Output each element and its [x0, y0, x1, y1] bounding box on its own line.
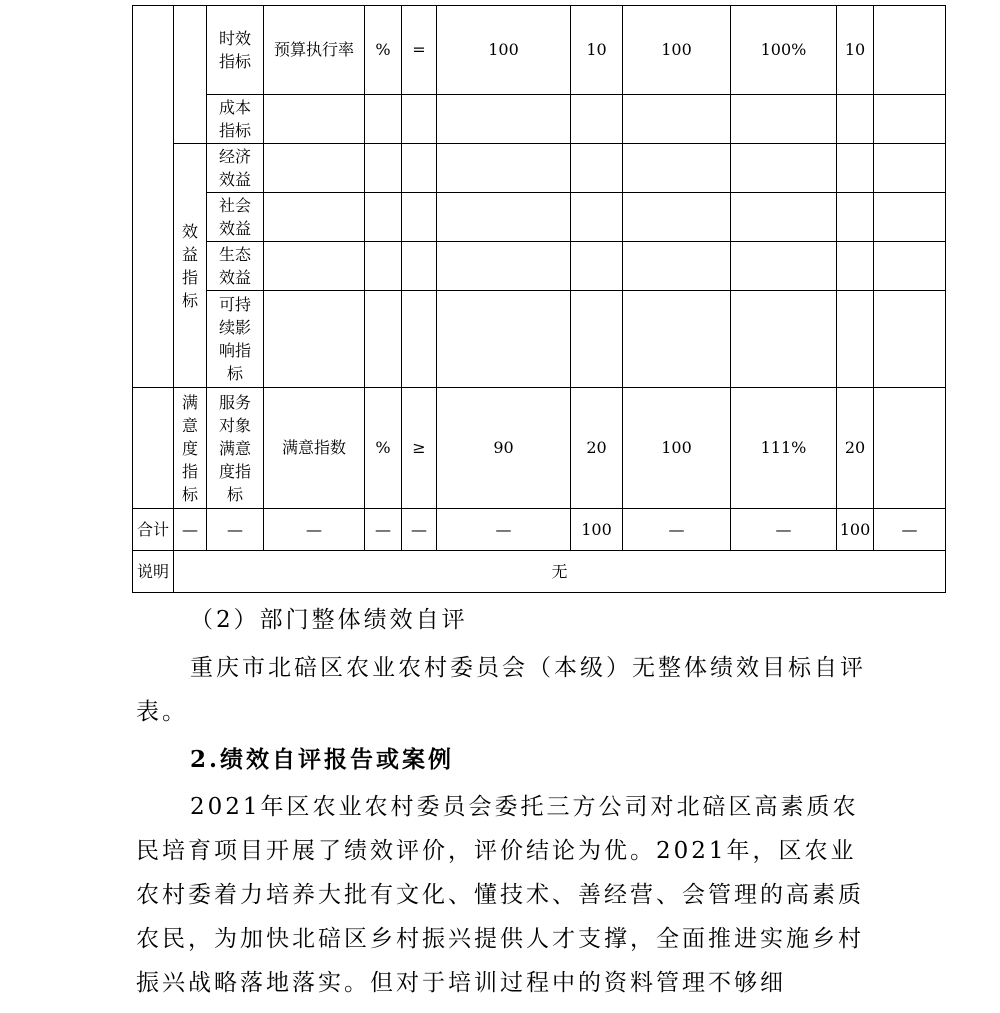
total-dash: —: [437, 509, 571, 551]
subindicator-economic: 经济效益: [218, 147, 251, 189]
category-satisfaction: 满意度指标: [181, 392, 198, 504]
subindicator-timeliness: 时效指标: [218, 29, 251, 71]
indicator-actual: 100: [623, 6, 731, 95]
total-dash: —: [264, 509, 365, 551]
subindicator-ecological: 生态效益: [218, 245, 251, 287]
indicator-rate: 100%: [731, 6, 837, 95]
note-value: 无: [174, 551, 946, 593]
satisfaction-name: 满意指数: [264, 388, 365, 509]
section-heading-2: （2）部门整体绩效自评: [190, 607, 468, 633]
table-row-timeliness: [133, 6, 946, 95]
outer-category-cell: [133, 6, 174, 388]
satisfaction-weight: 20: [571, 388, 623, 509]
table-row-total: [133, 509, 946, 551]
table-row-social: [133, 193, 946, 242]
satisfaction-actual: 100: [623, 388, 731, 509]
indicator-operator: =: [402, 6, 437, 95]
table-row-economic: [133, 144, 946, 193]
subindicator-satisfaction: 服务对象满意度指标: [218, 392, 251, 504]
indicator-unit: %: [365, 6, 402, 95]
subindicator-cost: 成本指标: [218, 98, 251, 140]
satisfaction-unit: %: [365, 388, 402, 509]
category-benefit: 效益指标: [181, 221, 198, 310]
total-dash: —: [623, 509, 731, 551]
satisfaction-operator: ≥: [402, 388, 437, 509]
subindicator-sustainable: 可持续影响指标: [218, 295, 251, 383]
section-heading-report: 2.绩效自评报告或案例: [190, 746, 455, 773]
table-row-ecological: [133, 242, 946, 291]
total-dash: —: [874, 509, 946, 551]
total-dash: —: [365, 509, 402, 551]
outer-category-cell-2: [133, 388, 174, 509]
indicator-weight: 10: [571, 6, 623, 95]
paragraph-1: 重庆市北碚区农业农村委员会（本级）无整体绩效目标自评表。: [136, 655, 866, 725]
total-dash: —: [174, 509, 207, 551]
paragraph-2: 2021年区农业农村委员会委托三方公司对北碚区高素质农民培育项目开展了绩效评价，评价结论为优。2021年，区农业农村委着力培养大批有文化、懂技术、善经营、会管理的高素质农民，为加快北碚区乡村振兴提供人才支撑，全面推进实施乡村振兴战略落地落实。但对于培训过程中的资料管理不够细: [136, 794, 864, 996]
indicator-remark: [874, 6, 946, 95]
total-dash: —: [731, 509, 837, 551]
total-weight: 100: [571, 509, 623, 551]
note-label: 说明: [133, 551, 174, 593]
total-dash: —: [402, 509, 437, 551]
satisfaction-score: 20: [837, 388, 874, 509]
performance-table: [132, 5, 946, 593]
satisfaction-rate: 111%: [731, 388, 837, 509]
total-label: 合计: [133, 509, 174, 551]
table-row-note: [133, 551, 946, 593]
output-category-cell: [174, 6, 207, 144]
table-row-sustainable: [133, 291, 946, 388]
table-row-satisfaction: [133, 388, 946, 509]
total-score: 100: [837, 509, 874, 551]
satisfaction-remark: [874, 388, 946, 509]
total-dash: —: [207, 509, 264, 551]
indicator-name: 预算执行率: [264, 6, 365, 95]
indicator-target: 100: [437, 6, 571, 95]
subindicator-social: 社会效益: [218, 196, 251, 238]
indicator-score: 10: [837, 6, 874, 95]
table-row-cost: [133, 95, 946, 144]
satisfaction-target: 90: [437, 388, 571, 509]
